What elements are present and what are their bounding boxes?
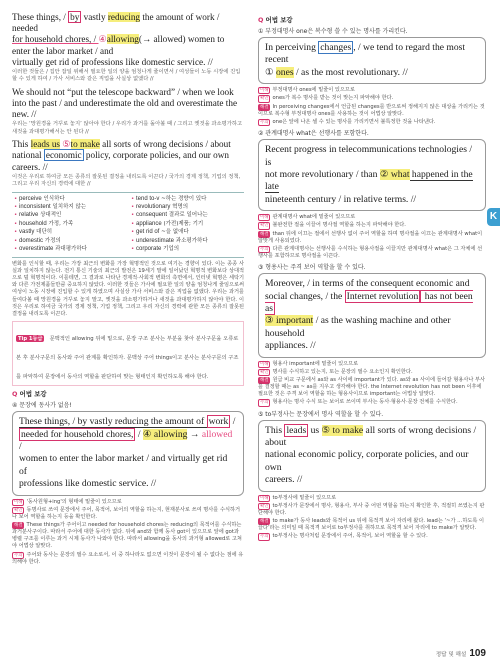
explanation-notes-1 (258, 87, 486, 126)
by-boxed: by (70, 12, 80, 22)
vocab-word: appliance (136, 220, 162, 227)
vocab-meaning: (가전)제품; 기기 (163, 220, 204, 227)
vocab-word: domestic (19, 237, 44, 244)
note-tag: 해결 (14, 523, 23, 529)
check-icon: Q (12, 390, 18, 399)
note-text: 주어와 동사는 문장의 필수 요소로서, 이 중 하나라도 없으면 이것이 문장이 될 수 없다는 점에 유의해야 한다. (12, 551, 244, 565)
note-item (258, 95, 486, 102)
text-run: Recent progress in telecommunications technologies / is (265, 144, 473, 168)
economic-boxed: economic (45, 150, 82, 161)
note-tag: 해결 (260, 231, 269, 237)
note-text: than 뒤에 이끄는 절에서 선행사 없이 주어 역할을 하며 명사절을 이끄는 관계대명사 what이 알맞게 사용되었다. (258, 230, 483, 244)
bullet-icon: • (14, 237, 19, 244)
question-1-subtitle: ① 부정대명사 one은 복수형 쓸 수 있는 명사를 가리킨다. (258, 28, 408, 35)
vocab-meaning: 혁명의 (172, 204, 189, 211)
question-2-subtitle: ② 관계대명사 what은 선행사를 포함한다. (258, 130, 369, 138)
note-tag: 주의 (260, 534, 269, 540)
text-run: policy, corporate policies, and our own careers. // (12, 150, 229, 172)
vocab-item (14, 238, 125, 245)
note-text: to make가 동사 leads와 목적어 us 뒤에 목적격 보어 자리에 왔다. lead는 ‘~가 …하도록 이끌다’라는 의미일 때 목적격 보어로 to부정사를 취하므로 목적격 보어 자리에 to make가 알맞다. (258, 518, 485, 532)
heading-text: 어법 보강 (19, 390, 47, 399)
bullet-icon: • (14, 204, 19, 211)
vocab-meaning: 대단히 (36, 229, 53, 236)
text-run: all sorts of wrong decisions / about (265, 424, 477, 448)
tip-text: 문맥적인 allowing 뒤에 밑으로, 문장 구조 분사는 부분을 찾아 분사구문을 오류로 본 후 분사구문의 동사와 주어 관계를 확인하자. 문맥상 주어 things이고 분사는 분사구문의 구조를 파악하여 문장에서 동사의 역할을 판단하여 맞는 형태인지 확인하도록 해야 한다. (16, 336, 239, 381)
text-run: happened in the late (265, 168, 473, 193)
vocab-item (14, 229, 125, 236)
text-run: not more revolutionary / than (265, 168, 380, 180)
vocab-item (14, 196, 125, 203)
note-text: 형용사 important에 밑줄이 있으므로 (272, 360, 359, 367)
sentence-text (12, 12, 244, 68)
translation: 이것은 우리로 하여금 모든 종류의 잘못된 결정을 내리도록 이끈다 / 국가의 경제 정책, 기업의 정책, 그리고 우리 자신의 경력에 대한 // (12, 173, 241, 188)
note-text: ones가 복수 명사를 받는 것이 맞는지 파악해야 한다. (272, 95, 394, 102)
vocab-word: inconsistent (19, 204, 51, 211)
passage-sentence-1 (12, 12, 244, 84)
vocab-word: revolutionary (136, 204, 171, 211)
note-text: 불완전한 절을 이끌어 명사절 역할을 하는지 파악해야 한다. (272, 222, 406, 229)
note-item (258, 377, 486, 398)
vocab-meaning: 과소평가하다 (175, 237, 208, 244)
bullet-icon: • (131, 237, 136, 244)
vocab-word: household (19, 220, 47, 227)
vocab-word: perceive (19, 195, 42, 202)
circle-5-icon: ⑤ (62, 139, 71, 151)
note-tag: 확인 (260, 503, 269, 509)
bullet-icon: • (131, 212, 136, 219)
card-text (265, 278, 479, 352)
note-text: to부정사는 명사처럼 문장에서 주어, 목적어, 보어 역할을 할 수 있다. (272, 533, 428, 540)
vocab-meaning: 결과로 일어나는 (168, 212, 208, 219)
note-text: 관계대명사 what에 밑줄이 있으므로 (272, 214, 356, 221)
note-text: one은 앞에 나온 셀 수 있는 명사를 가리키면서 불특정한 것을 나타낸다. (272, 118, 436, 125)
note-item (12, 499, 244, 506)
note-tag: 이해 (260, 215, 269, 221)
bullet-icon: • (131, 204, 136, 211)
note-tag: 주의 (260, 246, 269, 252)
explanation-notes-2 (258, 214, 486, 260)
heading-text: 어법 보강 (265, 16, 293, 24)
example-card-2 (258, 139, 486, 211)
important-highlight: ③ important (265, 315, 314, 327)
note-tag: 해결 (260, 378, 269, 383)
vocab-word: overestimate (19, 246, 54, 253)
text-run: women to enter the labor market / and virtually get rid of (19, 453, 228, 477)
ones-highlight: ones (276, 66, 294, 78)
vocab-item (131, 204, 242, 211)
note-text: to부정사에 밑줄이 있으므로 (272, 494, 337, 501)
note-item (258, 214, 486, 221)
page-footer (436, 648, 486, 659)
translation: 우리는 ‘망원경을 거꾸로 놓지’ 않아야 한다 / 우리가 과거를 돌아볼 때 / 그리고 옛것을 과소평가하고 새것을 과대평가해서는 안 된다 // (12, 121, 243, 135)
text-run: virtually get rid of professions like domestic service. // (12, 56, 213, 67)
text-run: This (12, 139, 31, 150)
tip-label: Tip 1등급 (18, 336, 43, 343)
vocab-item (14, 221, 125, 228)
vocab-meaning: ~을 없애다 (161, 229, 189, 236)
explanation-notes (12, 499, 244, 566)
text-run: These things, / by vastly reducing the amount of (19, 416, 207, 428)
text-run: all sorts of wrong decisions / about (99, 139, 231, 150)
text-run: appliances. // (265, 340, 316, 352)
passage-sentence-2 (12, 87, 244, 136)
vocab-word: underestimate (136, 237, 175, 244)
bullet-icon: • (131, 195, 136, 202)
note-item (258, 119, 486, 126)
text-run: social changes, / the (265, 290, 345, 302)
note-text: '동사원형+ing'의 형태에 밑줄이 있으므로 (26, 498, 122, 505)
note-tag: 확인 (260, 369, 269, 375)
note-item (258, 399, 486, 406)
vocab-word: vastly (19, 229, 35, 236)
circle-4-icon: ④ (98, 34, 107, 46)
reducing-highlight: reducing (107, 12, 141, 22)
vocab-meaning: 과대평가하다 (55, 246, 87, 253)
arrow: → (187, 428, 202, 440)
page-number: 109 (469, 648, 486, 659)
bullet-icon: • (131, 246, 136, 253)
note-text: 동명사로 쓰여 문장에서 주어, 목적어, 보어의 역할을 하는지, 현재분사로 쓰여 명사를 수식하거나 보어 역할을 하는지 등을 확인한다. (12, 506, 240, 520)
text-run: ① (265, 66, 276, 78)
vocab-word: relative (19, 212, 39, 219)
text-run: These things, / (12, 12, 69, 22)
vocab-word: corporate (136, 246, 162, 253)
vocab-meaning: ~하는 경향이 있다 (161, 195, 207, 202)
bullet-icon: • (14, 246, 19, 253)
internet-revolution-boxed: Internet revolution (346, 290, 419, 302)
note-tag: 확인 (260, 96, 269, 102)
text-run: us (308, 424, 322, 436)
vocab-item (14, 246, 125, 253)
vocab-word: tend to-v (136, 195, 160, 202)
vocab-item (131, 221, 242, 228)
text-run: In perceiving (265, 42, 319, 53)
text-run: the amount of work / needed (12, 12, 220, 34)
section-tab-k[interactable]: K (487, 208, 500, 226)
needed-boxed: needed for household chores, (21, 428, 134, 440)
note-tag: 해결 (260, 104, 269, 110)
text-run: national economic policy, corporate policies, and our own (265, 449, 469, 473)
note-item (12, 522, 244, 550)
full-translation: 변화를 인식할 때, 우리는 가장 최근의 변화를 가장 혁명적인 것으로 여기는 경향이 있다. 이는 종종 사실과 일치하지 않는다. 전기 통신 기술의 최근의 발전은 19세기 말에 일어났던 혁명적 변화보다 상대적으로 덜 혁명적이다. 이를테면, 그 결과로 나타난 경제적·사회적 변화의 측면에서, 인터넷 혁명은 세탁기와 다른 가전제품들만큼 중요하지 않았다. 이러한 것들은 가사에 필요한 일의 양을 엄청나게 줄임으로써 여성이 노동 시장에 진입할 수 있게 하였으며 사실상 가사 서비스와 같은 직업을 없앴다. 우리는 과거를 들여다볼 때 망원경을 거꾸로 놓지 말고, 옛것을 과소평가하거나 새것을 과대평가하지 않아야 한다. 이것은 우리로 하여금 국가의 경제 정책, 기업 정책, 그리고 우리 자신의 경력에 관한 모든 종류의 잘못된 결정을 내리도록 이끈다. (12, 260, 244, 317)
bullet-icon: • (131, 229, 136, 236)
vocab-meaning: 인식하다 (43, 195, 65, 202)
sentence-text (12, 139, 244, 173)
note-item (258, 222, 486, 229)
text-run: / as the washing machine and other household (265, 315, 451, 339)
note-item (258, 369, 486, 376)
vocab-meaning: 가정의 (44, 237, 61, 244)
note-text: 원급 비교 구문에서 as와 as 사이에 important가 있다. as와 as 사이에 들어갈 형용사나 부사를 결정할 때는 as ~ as를 지우고 생각해야 한다. the Internet revolution has not been 이후에 필요한 것은 주격 보어 역할을 하는 형용사이므로 important는 어법상 알맞다. (258, 377, 486, 398)
bullet-icon: • (14, 229, 19, 236)
note-item (258, 533, 486, 540)
note-text: 다른 관계대명사는 선행사를 수식하는 형용사절을 이끌지만 관계대명사 what은 그 자체에 선행사를 포함하므로 명사절을 이끈다. (258, 245, 483, 260)
note-item (12, 507, 244, 521)
text-run: careers. // (265, 474, 303, 486)
right-column (258, 12, 486, 542)
note-tag: 이해 (260, 88, 269, 94)
example-card-3 (258, 273, 486, 357)
card-text (265, 144, 479, 206)
example-card-1 (258, 37, 486, 84)
sentence-text: We should not “put the telescope backward” / when we look into the past / and underestimate the old and overestimate the new. // (12, 86, 238, 120)
vocab-meaning: 가정, 가족 (48, 220, 74, 227)
example-card-5 (258, 420, 486, 492)
footer-label: 정답 및 해설 (435, 652, 467, 658)
translation: 이러한 것들은 / 집안 잡일 위해서 필요한 일의 양을 엄청나게 줄이면서 / 여성들이 노동 시장에 진입할 수 있게 하여 / 가사 서비스와 같은 직업을 사실상 없앴다 // (12, 69, 241, 83)
note-item (258, 231, 486, 245)
vocab-meaning: 기업의 (163, 246, 180, 253)
bullet-icon: • (14, 195, 19, 202)
text-run: professions like domestic service. // (19, 478, 157, 490)
vocab-item (131, 246, 242, 253)
example-card (12, 411, 244, 495)
what-highlight: ② what (379, 168, 410, 180)
passage-sentence-3 (12, 139, 244, 188)
note-item (258, 518, 486, 532)
has-not-been-boxed: has not been as (265, 290, 473, 314)
to-make-highlight: to make (70, 139, 100, 150)
bullet-icon: • (14, 220, 19, 227)
note-text: 형용사는 명사 수식 또는 보어로 쓰이며 부사는 동사·형용사·문장 전체를 수식한다. (272, 399, 458, 406)
text-run: / (135, 428, 143, 440)
vocab-word: get rid of (136, 229, 160, 236)
leads-boxed: leads (286, 424, 307, 436)
text-run: national (12, 150, 44, 161)
question-subtitle: ④ 문장에 동사가 없음! (12, 402, 72, 410)
text-run: / as the most revolutionary. // (293, 66, 408, 78)
card-text (265, 425, 479, 487)
note-tag: 확인 (260, 223, 269, 229)
note-text: to부정사가 문장에서 명사, 형용사, 부사 중 어떤 역할을 하는지 확인한 후, 적절히 쓰였는지 판단해야 한다. (258, 502, 485, 517)
note-tag: 이해 (14, 499, 23, 505)
leads-us-highlight: leads us (30, 139, 60, 150)
note-tag: 주의 (260, 119, 269, 125)
text-run: (→ allowed) women to enter the labor market / and (12, 34, 225, 56)
text-run: This (265, 424, 285, 436)
note-item (12, 552, 244, 566)
allowing-highlight: ④ allowing (142, 428, 188, 440)
tip-box (12, 321, 244, 386)
vocab-meaning: 일치하지 않는 (52, 204, 87, 211)
question-5-subtitle: ⑤ to부정사는 문장에서 명사 역할을 할 수 있다. (258, 410, 384, 418)
note-text: In perceiving changes에서 언급된 changes를 반으로써 정해지지 않은 대상을 가리키는 것이므로 복수형 부정대명사 ones를 사용하는 것이 어법상 알맞다. (258, 103, 485, 117)
text-run: , / we tend to regard the most recent (265, 42, 466, 66)
text-run: vastly (81, 12, 108, 22)
note-item (258, 495, 486, 502)
note-tag: 이해 (260, 495, 269, 501)
note-item (258, 87, 486, 94)
text-run: / (19, 440, 22, 452)
note-tag: 주의 (14, 552, 23, 558)
explanation-notes-5 (258, 495, 486, 541)
vocab-item (131, 196, 242, 203)
vocab-meaning: 상대적인 (40, 212, 62, 219)
note-item (258, 361, 486, 368)
note-text: These things가 주어이고 needed for household chores는 reducing의 목적어를 수식하는 과거분사구이다. 따라서 주어에 대한 동사가 없다. 뒤에 and와 함께 동사 got이 있으므로 앞에 got과 병렬 구조를 이루는 과거 시제 동사가 나와야 한다. 따라서 allowing을 동사의 과거형 allowed로 고쳐야 어법상 알맞다. (12, 522, 242, 550)
note-tag: 확인 (14, 507, 23, 513)
note-tag: 해결 (260, 519, 269, 525)
text-run: Moreover, / in terms of the consequent economic and (265, 278, 470, 290)
to-make-highlight: ⑤ to make (321, 424, 364, 436)
card-text (19, 416, 237, 490)
bullet-icon: • (14, 212, 19, 219)
vocab-item (14, 204, 125, 211)
work-boxed: work (208, 416, 229, 428)
allowed-correction: allowed (201, 428, 233, 440)
vocab-item (131, 212, 242, 219)
note-tag: 이해 (260, 361, 269, 367)
check-icon: Q (258, 16, 264, 24)
card-text (265, 42, 479, 79)
note-item (258, 503, 486, 517)
bullet-icon: • (131, 220, 136, 227)
note-text: 부정대명사 ones에 밑줄이 있으므로 (272, 87, 355, 94)
changes-boxed: changes (320, 42, 352, 53)
note-tag: 주의 (260, 400, 269, 406)
text-run: for household chores, / (12, 34, 99, 45)
text-run: / (230, 416, 236, 428)
vocab-item (131, 238, 242, 245)
vocabulary-list (12, 192, 244, 258)
note-text: 명사를 수식하고 있는지, 또는 문장의 필수 요소인지 확인한다. (272, 368, 413, 375)
grammar-heading (258, 15, 486, 24)
note-item (258, 104, 486, 118)
allowing-highlight: allowing (106, 34, 139, 45)
explanation-notes-3 (258, 361, 486, 407)
grammar-heading (12, 389, 244, 398)
question-3-subtitle: ③ 형용사는 주격 보어 역할을 할 수 있다. (258, 264, 366, 272)
vocab-word: consequent (136, 212, 168, 219)
vocab-item (131, 229, 242, 236)
text-run: nineteenth century / in relative terms. // (265, 193, 417, 205)
left-column (12, 12, 244, 567)
vocab-item (14, 212, 125, 219)
note-item (258, 246, 486, 260)
